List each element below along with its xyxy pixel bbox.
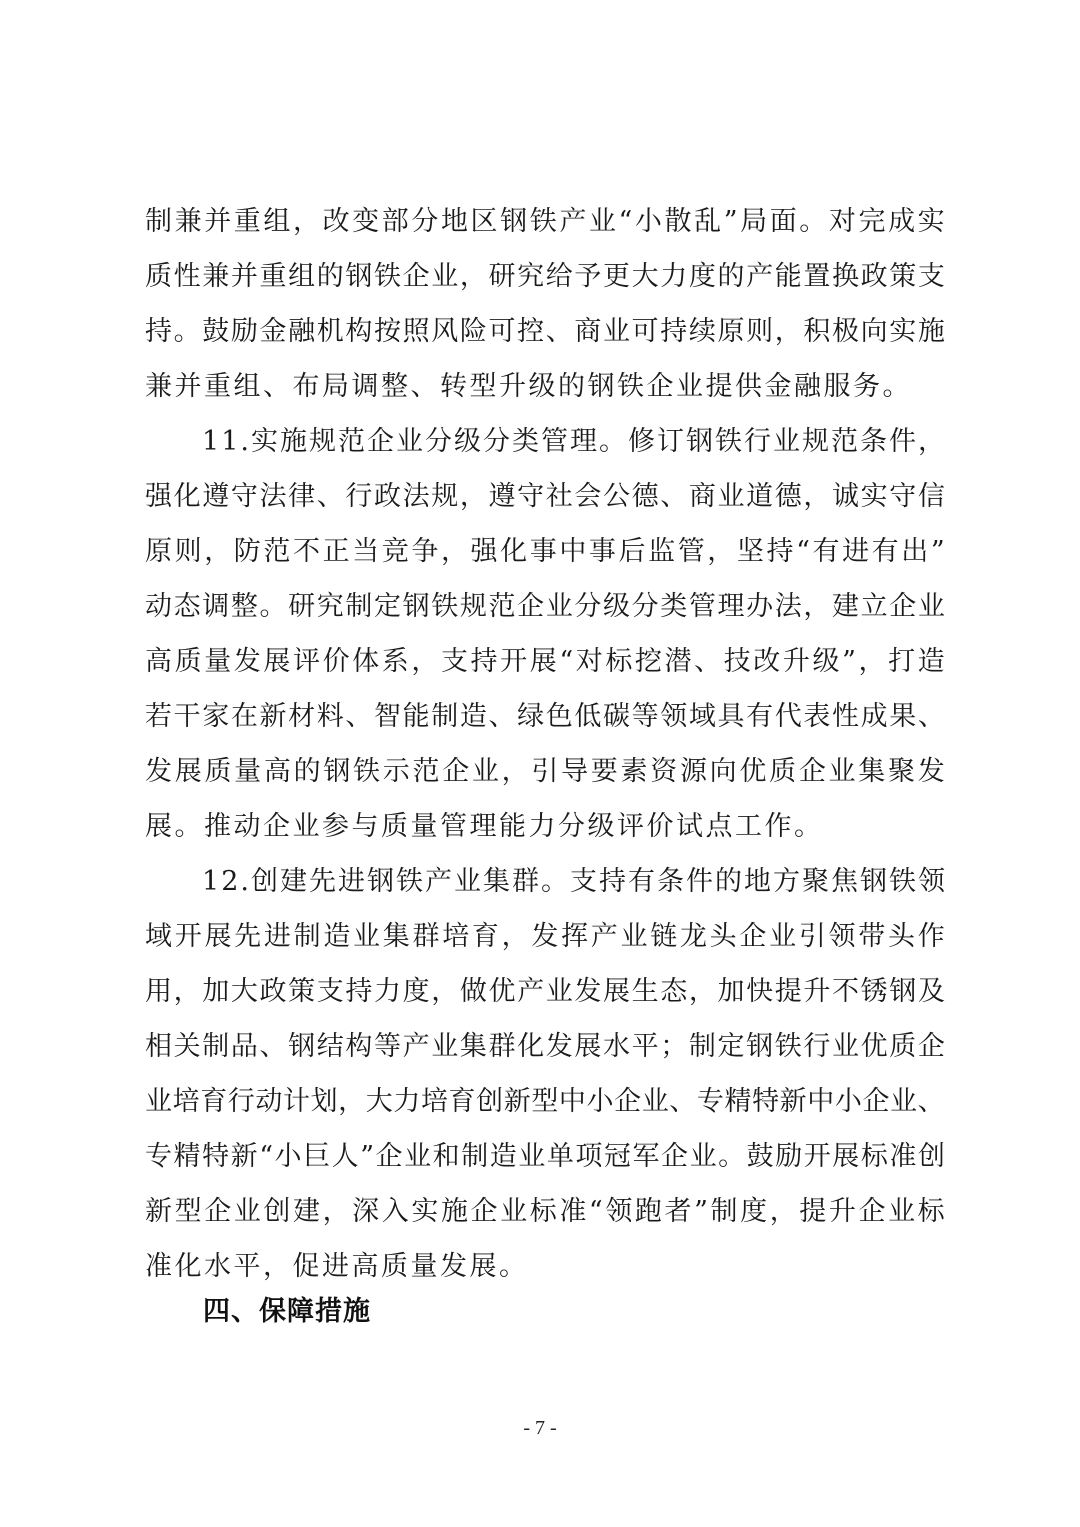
text-line: 展。推动企业参与质量管理能力分级评价试点工作。 xyxy=(145,811,824,842)
text-line: 强 化 遵 守 法 律 、 行 政 法 规 ， 遵 守 社 会 公 德 、 商 业 道 德 ， 诚 实 守 信 xyxy=(145,481,945,512)
text-line: 发 展 质 量 高 的 钢 铁 示 范 企 业 ， 引 导 要 素 资 源 向 优 质 企 业 集 聚 发 xyxy=(145,756,945,787)
text-line: 新 型 企 业 创 建 ， 深 入 实 施 企 业 标 准 “ 领 跑 者 ” 制 度 ， 提 升 企 业 标 xyxy=(145,1196,945,1227)
text-line: 若 干 家 在 新 材 料 、 智 能 制 造 、 绿 色 低 碳 等 领 域 具 有 代 表 性 成 果 、 xyxy=(145,701,945,732)
text-line: 相 关 制 品 、 钢 结 构 等 产 业 集 群 化 发 展 水 平 ； 制 定 钢 铁 行 业 优 质 企 xyxy=(145,1031,945,1062)
page-number: - 7 - xyxy=(523,1417,557,1439)
text-line: 域 开 展 先 进 制 造 业 集 群 培 育 ， 发 挥 产 业 链 龙 头 企 业 引 领 带 头 作 xyxy=(145,921,945,952)
text-line: 业 培 育 行 动 计 划 ， 大 力 培 育 创 新 型 中 小 企 业 、 专 精 特 新 中 小 企 业 、 xyxy=(145,1086,945,1117)
text-line: 用 ， 加 大 政 策 支 持 力 度 ， 做 优 产 业 发 展 生 态 ， 加 快 提 升 不 锈 钢 及 xyxy=(145,976,945,1007)
text-line: 专 精 特 新 “ 小 巨 人 ” 企 业 和 制 造 业 单 项 冠 军 企 业 。 鼓 励 开 展 标 准 创 xyxy=(145,1141,945,1172)
text-line: 1 2 . 创 建 先 进 钢 铁 产 业 集 群 。 支 持 有 条 件 的 地 方 聚 焦 钢 铁 领 xyxy=(202,866,945,897)
text-line: 1 1 . 实 施 规 范 企 业 分 级 分 类 管 理 。 修 订 钢 铁 行 业 规 范 条 件 ， xyxy=(202,426,945,457)
text-line: 兼并重组、布局调整、转型升级的钢铁企业提供金融服务。 xyxy=(145,371,912,402)
text-line: 质 性 兼 并 重 组 的 钢 铁 企 业 ， 研 究 给 予 更 大 力 度 的 产 能 置 换 政 策 支 xyxy=(145,261,945,292)
text-line: 动 态 调 整 。 研 究 制 定 钢 铁 规 范 企 业 分 级 分 类 管 理 办 法 ， 建 立 企 业 xyxy=(145,591,945,622)
text-line: 持 。 鼓 励 金 融 机 构 按 照 风 险 可 控 、 商 业 可 持 续 原 则 ， 积 极 向 实 施 xyxy=(145,316,945,347)
text-line: 制 兼 并 重 组 ， 改 变 部 分 地 区 钢 铁 产 业 “ 小 散 乱 ” 局 面 。 对 完 成 实 xyxy=(145,206,945,237)
text-line: 高 质 量 发 展 评 价 体 系 ， 支 持 开 展 “ 对 标 挖 潜 、 技 改 升 级 ” ， 打 造 xyxy=(145,646,945,677)
text-line: 原 则 ， 防 范 不 正 当 竞 争 ， 强 化 事 中 事 后 监 管 ， 坚 持 “ 有 进 有 出 ” xyxy=(145,536,945,567)
section-heading: 四、保障措施 xyxy=(203,1296,371,1327)
text-line: 准化水平，促进高质量发展。 xyxy=(145,1251,529,1282)
